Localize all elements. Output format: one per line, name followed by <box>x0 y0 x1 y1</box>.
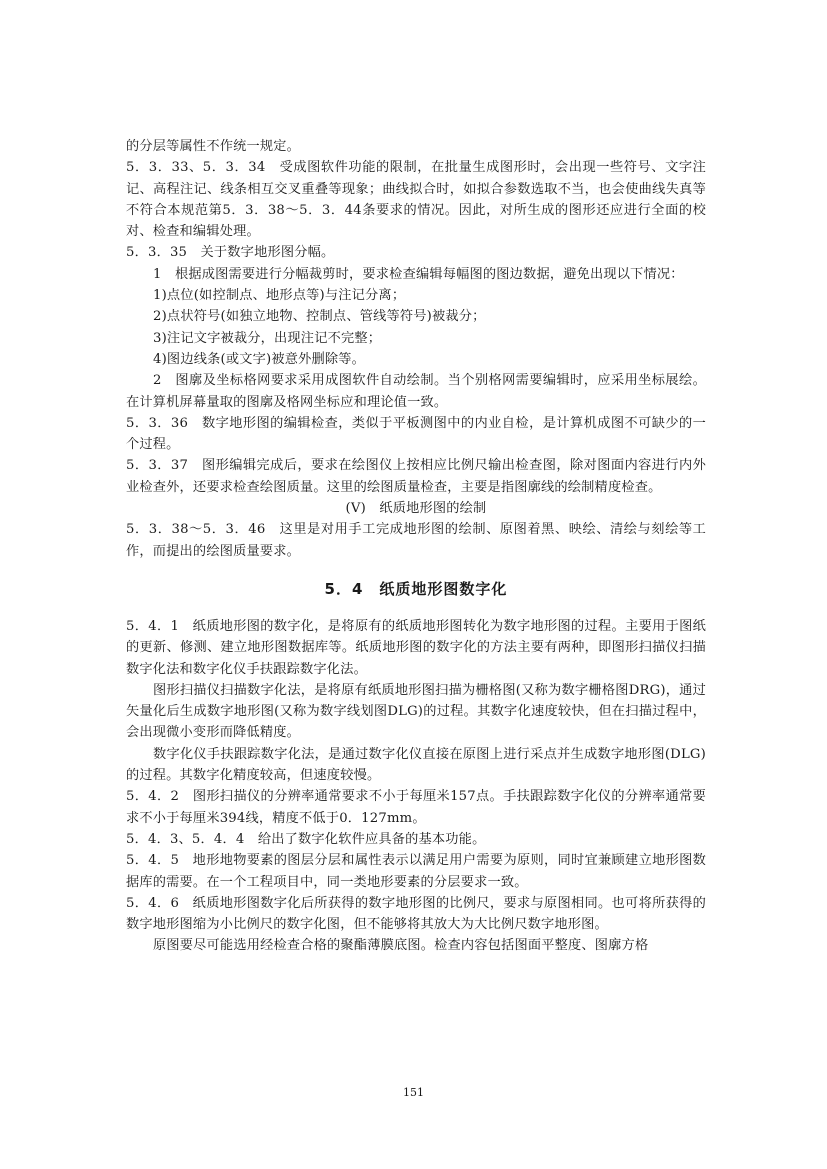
paragraph: 的分层等属性不作统一规定。 <box>126 139 301 154</box>
paragraph-scanner-method: 图形扫描仪扫描数字化法，是将原有纸质地形图扫描为栅格图(又称为数字栅格图DRG)，通过矢量化后生成数字地形图(又称为数字线划图DLG)的过程。其数字化速度较快，但在扫描过程中，会出现微小变形而降低精度。 <box>126 682 706 741</box>
item-2: 2 图廓及坐标格网要求采用成图软件自动绘制。当个别格网需要编辑时，应采用坐标展绘。在计算机屏幕量取的图廓及格网坐标应和理论值一致。 <box>126 373 706 410</box>
clause-5-3-33: 5．3．33、5．3．34 受成图软件功能的限制，在批量生成图形时，会出现一些符号、文字注记、高程注记、线条相互交叉重叠等现象；曲线拟合时，如拟合参数选取不当，也会使曲线失真等不符合本规范第5．3．38～5．3．44条要求的情况。因此，对所生成的图形还应进行全面的校对、检查和编辑处理。 <box>126 160 706 240</box>
paragraph-digitizer-method: 数字化仪手扶跟踪数字化法，是通过数字化仪直接在原图上进行采点并生成数字地形图(DLG)的过程。其数字化精度较高，但速度较慢。 <box>126 746 706 784</box>
clause-5-4-1: 5．4．1 纸质地形图的数字化，是将原有的纸质地形图转化为数字地形图的过程。主要用于图纸的更新、修测、建立地形图数据库等。纸质地形图的数字化的方法主要有两种，即图形扫描仪扫描数字化法和数字化仪手扶跟踪数字化法。 <box>126 618 706 677</box>
clause-5-4-6: 5．4．6 纸质地形图数字化后所获得的数字地形图的比例尺，要求与原图相同。也可将所获得的数字地形图缩为小比例尺的数字化图，但不能够将其放大为大比例尺数字地形图。 <box>126 895 706 933</box>
sub-item-3: 3)注记文字被裁分，出现注记不完整； <box>153 330 382 346</box>
clause-5-3-36: 5．3．36 数字地形图的编辑检查，类似于平板测图中的内业自检，是计算机成图不可缺少的一个过程。 <box>126 415 706 453</box>
page-body <box>126 136 706 957</box>
page-number: 151 <box>403 1086 424 1099</box>
item-1: 1 根据成图需要进行分幅裁剪时，要求检查编辑每幅图的图边数据，避免出现以下情况： <box>153 266 684 282</box>
sub-item-4: 4)图边线条(或文字)被意外删除等。 <box>153 351 366 367</box>
clause-5-3-38: 5．3．38～5．3．46 这里是对用手工完成地形图的绘制、原图着黑、映绘、清绘与刻绘等工作，而提出的绘图质量要求。 <box>126 522 706 559</box>
subsection-title: (Ⅴ) 纸质地形图的绘制 <box>345 501 487 517</box>
paragraph-original-map: 原图要尽可能选用经检查合格的聚酯薄膜底图。检查内容包括图面平整度、图廓方格 <box>153 938 649 954</box>
sub-item-2: 2)点状符号(如独立地物、控制点、管线等符号)被裁分； <box>153 309 486 325</box>
section-heading: 5．4 纸质地形图数字化 <box>324 579 508 598</box>
clause-5-4-5: 5．4．5 地形地物要素的图层分层和属性表示以满足用户需要为原则，同时宜兼顾建立地形图数据库的需要。在一个工程项目中，同一类地形要素的分层要求一致。 <box>126 853 706 890</box>
sub-item-1: 1)点位(如控制点、地形点等)与注记分离； <box>153 288 406 304</box>
clause-5-4-2: 5．4．2 图形扫描仪的分辨率通常要求不小于每厘米157点。手扶跟踪数字化仪的分辨率通常要求不小于每厘米394线，精度不低于0．127mm。 <box>126 789 706 826</box>
clause-5-4-3: 5．4．3、5．4．4 给出了数字化软件应具备的基本功能。 <box>126 831 486 847</box>
clause-5-3-37: 5．3．37 图形编辑完成后，要求在绘图仪上按相应比例尺输出检查图，除对图面内容进行内外业检查外，还要求检查绘图质量。这里的绘图质量检查，主要是指图廓线的绘制精度检查。 <box>126 458 706 495</box>
clause-5-3-35: 5．3．35 关于数字地形图分幅。 <box>126 245 335 261</box>
